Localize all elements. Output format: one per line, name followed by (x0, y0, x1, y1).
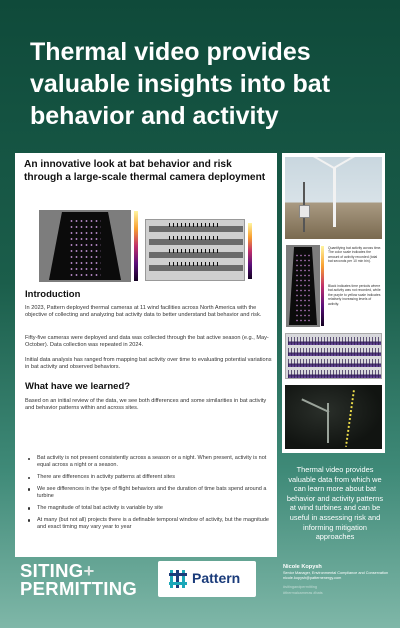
pattern-logo (158, 561, 256, 597)
figure-panel (282, 153, 385, 453)
heatmap-row (288, 358, 381, 367)
activity-timeline-figure (145, 219, 245, 281)
color-scale-bar (134, 211, 138, 281)
list-item: Bat activity is not present consistently across a season or a night. When present, activity is not equal across a night or a season. (25, 455, 273, 469)
timeline-strip (149, 226, 243, 232)
poster-subtitle: An innovative look at bat behavior and risk through a large-scale thermal camera deployment (24, 159, 266, 183)
list-item: At many (but not all) projects there is a definable temporal window of activity, but the magnitude and exact timing may vary year to year (25, 517, 273, 531)
list-item: The magnitude of total bat activity is variable by site (25, 505, 273, 512)
main-content-panel (15, 153, 277, 557)
figure-caption-2: Black indicates time periods where bat activity was not recorded, while the purple to yellow scale indicates relatively increasing levels of activity. (328, 284, 381, 306)
turbine-blade (301, 157, 335, 169)
contact-email: nicole.kopysh@patternenergy.com (283, 576, 342, 581)
findings-list (25, 455, 273, 536)
color-scale-bar (321, 246, 324, 326)
list-item: We see differences in the type of flight behaviors and the duration of time bats spend around a turbine (25, 486, 273, 500)
contact-name: Nicole Kopysh (283, 564, 322, 570)
activity-dots (295, 253, 311, 323)
turbine-blade (327, 403, 329, 443)
intro-paragraph-1: In 2023, Pattern deployed thermal cameras at 11 wind facilities across North America with the objective of collecting and analyzing bat activity data to better understand bat behavior and risk. (25, 305, 262, 319)
intro-paragraph-3: Initial data analysis has ranged from mapping bat activity over time to evaluating potential variations in bat activity and observed behaviors. (25, 357, 272, 371)
learned-intro: Based on an initial review of the data, we see both differences and some similarities in bat activity and behavior patterns within and across sites. (25, 398, 267, 412)
timeline-strip (149, 252, 243, 258)
turbine-blade (334, 157, 368, 169)
contact-block (283, 564, 393, 596)
faint-line-1: #sitingandpermitting (283, 585, 317, 590)
activity-heatmap-figure (285, 333, 382, 379)
turbine-tower (333, 167, 336, 227)
turbine-blade (301, 398, 329, 412)
timeline-strip (149, 239, 243, 245)
logo-text-siting: SITING (20, 560, 84, 581)
poster-title: Thermal video provides valuable insights into bat behavior and activity (30, 38, 331, 130)
activity-dots (69, 218, 101, 276)
siting-permitting-logo (20, 562, 150, 598)
faint-line-2: #thermalcameras #bats (283, 590, 323, 595)
heatmap-row (288, 369, 381, 378)
list-item: There are differences in activity patterns at different sites (25, 474, 273, 481)
heatmap-row (288, 347, 381, 356)
learned-heading: What have we learned? (25, 381, 131, 392)
timeline-strip (149, 265, 243, 271)
thermal-activity-figure (39, 210, 131, 282)
pattern-mark-icon (168, 569, 188, 589)
introduction-heading: Introduction (25, 289, 81, 300)
intro-paragraph-2: Fifty-five cameras were deployed and data was collected through the bat active season (e.g., May- October). Data collection was repeated in 2024. (25, 335, 269, 349)
camera-box (299, 205, 310, 218)
thermal-night-photo (285, 385, 382, 449)
pattern-wordmark: Pattern (192, 570, 241, 586)
key-message-callout: Thermal video provides valuable data from which we can learn more about bat behavior and activity patterns at wind turbines and can be useful in assessing risk and informing mitigation approaches (286, 465, 384, 542)
contact-title: Senior Manager, Environmental Compliance and Conservation (283, 571, 389, 575)
figure-caption-1: Quantifying bat activity across time. The color scale indicates the amount of activity recorded (total bat seconds per 10 min bin). (328, 246, 382, 264)
heatmap-row (288, 336, 381, 345)
color-scale-bar (248, 223, 252, 279)
thermal-activity-figure-small (286, 245, 320, 327)
bat-flight-trail (345, 389, 355, 447)
logo-plus: + (83, 560, 95, 581)
turbine-camera-photo (285, 157, 382, 239)
logo-text-permitting: PERMITTING (20, 578, 138, 599)
